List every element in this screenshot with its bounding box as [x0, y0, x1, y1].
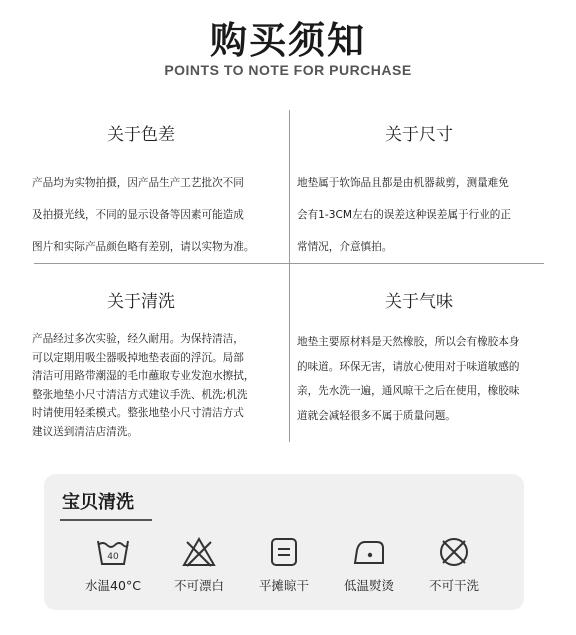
care-title: 宝贝清洗 [62, 492, 134, 513]
care-label: 低温熨烫 [343, 578, 394, 593]
section-body [297, 167, 555, 263]
care-item-no-dry-clean [411, 536, 497, 594]
care-item-wash [70, 536, 156, 594]
section-body [32, 167, 284, 263]
care-label: 水温40°C [85, 578, 141, 593]
care-item-dry-flat [241, 536, 327, 594]
section-line: 的味道。环保无害，请放心使用对于味道敏感的 [297, 360, 520, 373]
vertical-divider [289, 110, 290, 442]
section-line: 建议送到清洁店清洗。 [32, 425, 138, 438]
care-label: 平摊晾干 [258, 578, 309, 593]
page-title: 购买须知 [210, 19, 366, 62]
care-label: 不可干洗 [428, 578, 479, 593]
section-line: 常情况，介意慎拍。 [297, 241, 393, 253]
section-title: 关于尺寸 [385, 125, 453, 145]
section-line: 可以定期用吸尘器吸掉地垫表面的浮沉。局部 [32, 351, 244, 364]
section-line: 会有1-3CM左右的误差这种误差属于行业的正 [297, 209, 511, 221]
section-body [297, 330, 555, 428]
section-line: 地垫主要原材料是天然橡胶，所以会有橡胶本身 [297, 336, 520, 348]
care-item-no-bleach [156, 536, 242, 594]
page-subtitle: POINTS TO NOTE FOR PURCHASE [164, 62, 412, 78]
no-bleach-icon [181, 536, 217, 568]
section-line: 地垫属于软饰品且都是由机器裁剪，测量难免 [297, 177, 509, 189]
section-line: 道就会减轻很多不属于质量问题。 [297, 409, 456, 422]
care-instructions-panel [44, 474, 524, 610]
section-line: 整张地垫小尺寸清洁方式建议手洗、机洗;机洗 [32, 388, 248, 401]
care-label: 不可漂白 [173, 578, 224, 593]
dry-flat-icon [266, 536, 302, 568]
section-body [32, 330, 284, 441]
wash-40-icon [95, 536, 131, 568]
low-iron-icon [351, 536, 387, 568]
section-title: 关于清洗 [107, 292, 175, 312]
section-line: 及拍摄光线，不同的显示设备等因素可能造成 [32, 209, 244, 221]
section-title: 关于色差 [107, 125, 175, 145]
care-item-low-iron [326, 536, 412, 594]
section-line: 时请使用轻柔模式。整张地垫小尺寸清洁方式 [32, 407, 244, 419]
section-line: 图片和实际产品颜色略有差别，请以实物为准。 [32, 241, 255, 253]
section-line: 清洁可用路带潮湿的毛巾蘸取专业发泡水擦拭， [32, 370, 255, 382]
section-line: 产品经过多次实验，经久耐用。为保持清洁， [32, 333, 244, 345]
section-line: 亲，先水洗一遍，通风晾干之后在使用，橡胶味 [297, 385, 520, 397]
horizontal-divider [34, 263, 544, 264]
care-title-underline [60, 519, 152, 521]
section-line: 产品均为实物拍摄，因产品生产工艺批次不同 [32, 177, 244, 189]
wash-temp-number: 40 [107, 552, 119, 562]
no-dry-clean-icon [436, 536, 472, 568]
section-title: 关于气味 [385, 292, 453, 312]
